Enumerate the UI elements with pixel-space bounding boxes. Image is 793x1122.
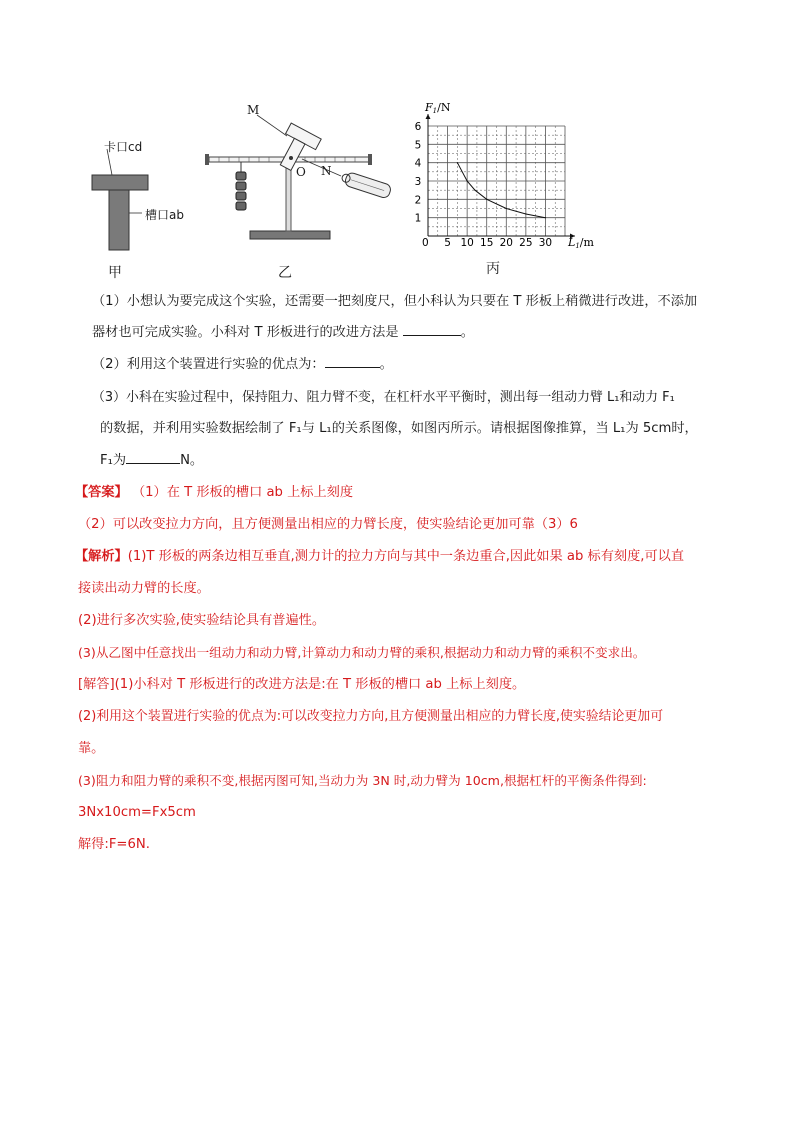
label-m: M (247, 103, 260, 117)
analysis-line-9: 3Nx10cm=Fx5cm (78, 805, 196, 820)
label-kakou-cd: 卡口cd (104, 140, 143, 154)
hanging-weights (236, 172, 246, 210)
answer-line-2: （2）可以改变拉力方向，且方便测量出相应的力臂长度，使实验结论更加可靠（3）6 (78, 517, 578, 532)
y-tick-label: 2 (414, 194, 422, 207)
analysis-line-3: (2)进行多次实验,使实验结论具有普遍性。 (78, 613, 326, 628)
label-caokou-ab: 槽口ab (145, 208, 184, 222)
answer-blank-3 (126, 463, 180, 464)
analysis-line-10: 解得:F=6N. (78, 837, 150, 852)
lever-end-left (205, 154, 209, 165)
chart-ylabel: F1/N (425, 101, 451, 115)
f1-l1-chart (408, 98, 608, 258)
chart-origin-label: 0 (422, 237, 429, 249)
chart-grid (428, 126, 565, 236)
analysis-line-5: [解答](1)小科对 T 形板进行的改进方法是:在 T 形板的槽口 ab 上标上刻度。 (78, 677, 526, 692)
stand-base (250, 231, 330, 239)
y-tick-label: 3 (414, 176, 422, 188)
data-point (506, 208, 507, 209)
analysis-line-8: (3)阻力和阻力臂的乘积不变,根据丙图可知,当动力为 3N 时,动力臂为 10cm,根据杠杆的平衡条件得到: (78, 773, 647, 788)
data-point (457, 162, 458, 163)
data-point (525, 213, 526, 214)
analysis-line-7: 靠。 (78, 741, 105, 756)
question-2: （2）利用这个装置进行实验的优点为： 。 (92, 357, 393, 372)
t-board-top (92, 175, 148, 190)
spring-scale (340, 170, 392, 199)
answer-tag: 【答案】 (75, 485, 128, 500)
figure-yi (195, 100, 395, 245)
y-axis-arrow (426, 114, 431, 119)
label-n: N (321, 164, 332, 178)
lever-end-right (368, 154, 372, 165)
y-tick-label: 5 (414, 139, 422, 152)
caption-yi: 乙 (278, 265, 292, 281)
y-tick-label: 1 (414, 212, 422, 225)
analysis-line-4: (3)从乙图中任意找出一组动力和动力臂,计算动力和动力臂的乘积,根据动力和动力臂的乘积不变求出。 (78, 645, 646, 660)
data-point (467, 180, 468, 181)
label-o: O (296, 165, 306, 179)
stand-rod (286, 168, 291, 231)
y-tick-label: 6 (414, 121, 422, 133)
data-point (486, 199, 487, 200)
data-point (545, 217, 546, 218)
analysis-line-2: 接读出动力臂的长度。 (78, 581, 210, 596)
question-1-line-1: （1）小想认为要完成这个实验，还需要一把刻度尺，但小科认为只要在 T 形板上稍微进行改进，不添加 (92, 294, 698, 309)
x-tick-label: 30 (538, 237, 553, 249)
analysis-tag: 【解析】 (75, 549, 128, 564)
t-board-stem (109, 190, 129, 250)
question-3-line-1: （3）小科在实验过程中，保持阻力、阻力臂不变，在杠杆水平平衡时，测出每一组动力臂 L₁和动力 F₁ (92, 390, 675, 405)
data-point (474, 190, 475, 191)
pivot-o (289, 156, 293, 160)
analysis-line-1: 【解析】(1)T 形板的两条边相互垂直,测力计的拉力方向与其中一条边重合,因此如果 ab 标有刻度,可以直 (75, 549, 685, 564)
chart-xlabel: L1/m (568, 236, 594, 250)
answer-line-1: 【答案】 （1）在 T 形板的槽口 ab 上标上刻度 (75, 485, 354, 500)
caption-jia: 甲 (108, 265, 122, 281)
question-1-line-2: 器材也可完成实验。小科对 T 形板进行的改进方法是 。 (92, 325, 474, 340)
lever-apparatus-diagram (195, 100, 395, 245)
y-tick-label: 4 (414, 157, 422, 170)
answer-blank-1 (403, 335, 461, 336)
question-3-line-3: F₁为 N。 (100, 453, 204, 468)
x-tick-label: 25 (519, 237, 533, 249)
question-3-line-2: 的数据，并利用实验数据绘制了 F₁与 L₁的关系图像，如图丙所示。请根据图像推算，当 L₁为 5cm时， (100, 421, 698, 436)
chart-tick-labels (415, 121, 552, 249)
pointer-m (257, 115, 287, 136)
x-tick-label: 5 (444, 237, 451, 249)
x-tick-label: 10 (460, 237, 474, 249)
x-tick-label: 15 (480, 237, 494, 249)
answer-blank-2 (325, 367, 380, 368)
figure-bing-chart (408, 98, 608, 258)
x-tick-label: 20 (499, 237, 513, 249)
analysis-line-6: (2)利用这个装置进行实验的优点为:可以改变拉力方向,且方便测量出相应的力臂长度,使实验结论更加可 (78, 709, 664, 724)
caption-bing: 丙 (486, 261, 500, 277)
